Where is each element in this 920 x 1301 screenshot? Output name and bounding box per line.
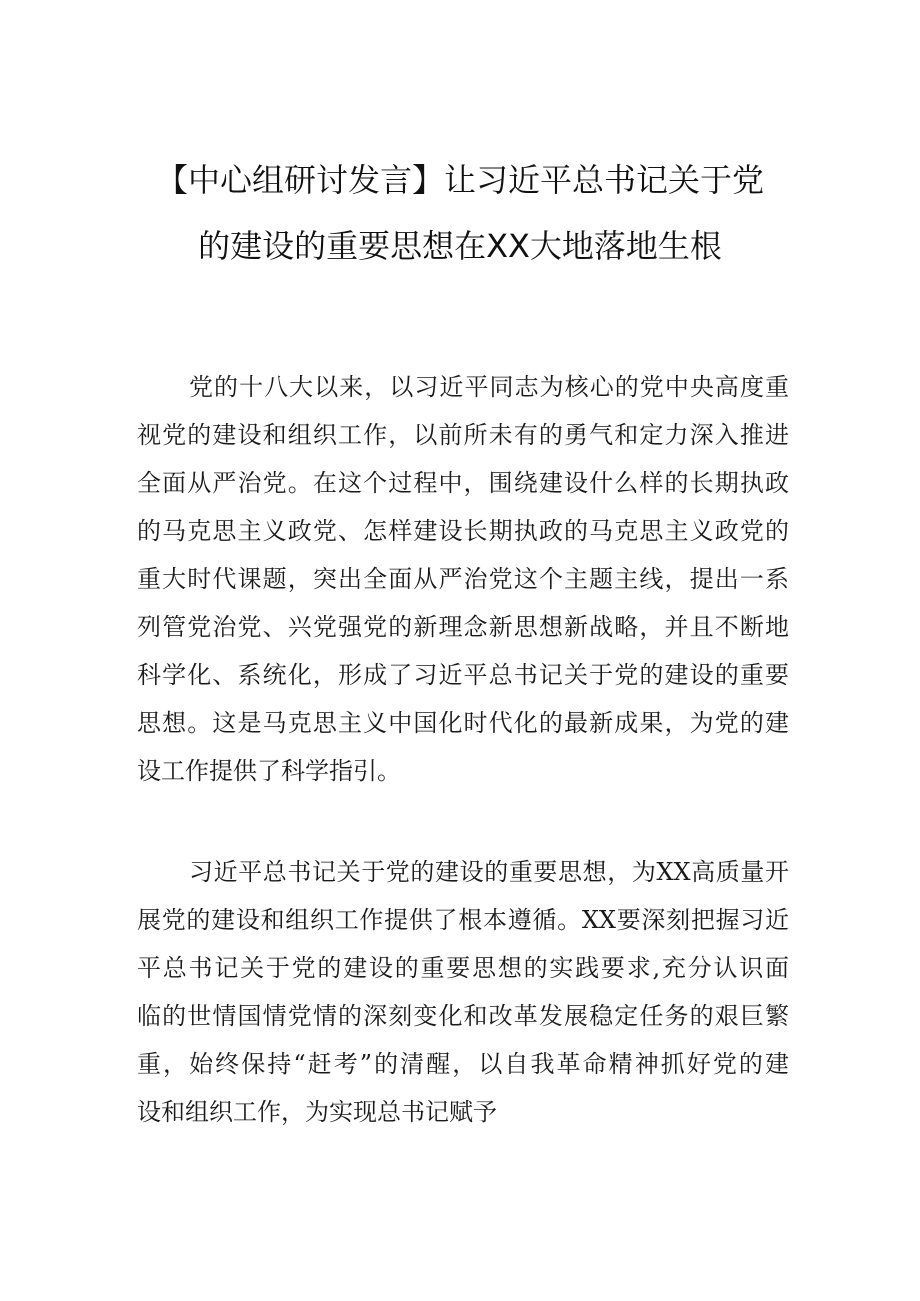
paragraph-line: 科学化、系统化，形成了习近平总书记关于党的建设的重要 — [137, 661, 789, 689]
paragraph-line: 全面从严治党。在这个过程中，围绕建设什么样的长期执政 — [137, 469, 789, 497]
document-title — [100, 150, 820, 282]
paragraph-1 — [137, 363, 789, 795]
paragraph-line: 平总书记关于党的建设的重要思想的实践要求,充分认识面 — [137, 954, 789, 982]
title-line: 的建设的重要思想在XX大地落地生根 — [198, 227, 722, 265]
paragraph-line: 习近平总书记关于党的建设的重要思想，为XX高质量开 — [189, 858, 789, 886]
paragraph-line: 临的世情国情党情的深刻变化和改革发展稳定任务的艰巨繁 — [137, 1002, 789, 1030]
paragraph-line: 设和组织工作，为实现总书记赋予 — [137, 1098, 497, 1126]
paragraph-line: 重大时代课题，突出全面从严治党这个主题主线，提出一系 — [137, 565, 789, 593]
paragraph-line: 党的十八大以来，以习近平同志为核心的党中央高度重 — [189, 373, 789, 401]
paragraph-line: 视党的建设和组织工作，以前所未有的勇气和定力深入推进 — [137, 421, 789, 449]
title-line: 【中心组研讨发言】让习近平总书记关于党 — [155, 161, 764, 199]
paragraph-line: 的马克思主义政党、怎样建设长期执政的马克思主义政党的 — [137, 517, 789, 545]
paragraph-line: 列管党治党、兴党强党的新理念新思想新战略，并且不断地 — [137, 613, 789, 641]
paragraph-2 — [137, 848, 789, 1136]
paragraph-line: 思想。这是马克思主义中国化时代化的最新成果，为党的建 — [137, 709, 789, 737]
paragraph-line: 展党的建设和组织工作提供了根本遵循。XX要深刻把握习近 — [137, 906, 789, 934]
paragraph-line: 重，始终保持“赶考”的清醒，以自我革命精神抓好党的建 — [137, 1050, 789, 1078]
paragraph-line: 设工作提供了科学指引。 — [137, 757, 401, 785]
